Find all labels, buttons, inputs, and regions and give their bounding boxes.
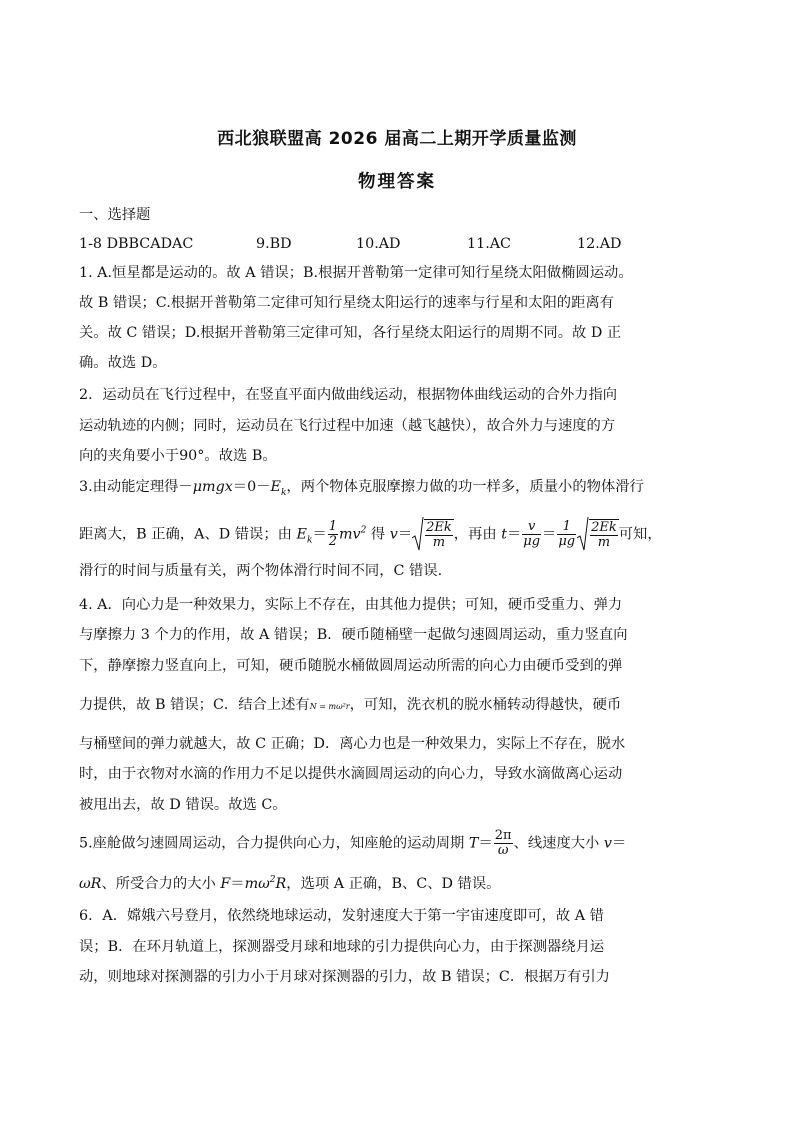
q2-line-3: 向的夹角要小于90°。故选 B。 xyxy=(79,448,277,464)
fraction-denominator: μg xyxy=(523,534,541,549)
fraction-2ek-m xyxy=(425,521,453,550)
q3-text: 距离大，B 正确，A、D 错误；由 xyxy=(79,526,297,543)
q3-formula: E xyxy=(296,526,307,543)
q3-text: ，两个物体克服摩擦力做的功一样多，质量小的物体滑行 xyxy=(286,479,644,495)
fraction-numerator: 2Ek xyxy=(591,520,617,535)
q5-line-2 xyxy=(79,870,500,894)
answer-12: 12.AD xyxy=(577,236,622,252)
q5-line-1 xyxy=(79,829,626,858)
q2-line-1: 2．运动员在飞行过程中，在竖直平面内做曲线运动，根据物体曲线运动的合外力指向 xyxy=(79,387,618,403)
page-subtitle: 物理答案 xyxy=(358,172,436,192)
q1-line-2: 故 B 错误；C.根据开普勒第二定律可知行星绕太阳运行的速率与行星和太阳的距离有 xyxy=(79,295,614,311)
page-title: 西北狼联盟高 2026 届高二上期开学质量监测 xyxy=(217,129,577,149)
q5-formula: mω xyxy=(244,875,270,892)
answer-11: 11.AC xyxy=(467,236,512,252)
q1-line-4: 确。故选 D。 xyxy=(79,355,167,371)
q4-line-4 xyxy=(79,695,621,717)
q4-text: ，可知，洗衣机的脱水桶转动得越快，硬币 xyxy=(349,697,622,713)
fraction-v-mug xyxy=(522,520,541,549)
square-root-2 xyxy=(577,519,619,550)
q3-line-3: 滑行的时间与质量有关，两个物体滑行时间不同，C 错误. xyxy=(79,563,443,579)
q4-line-6: 时，由于衣物对水滴的作用力不足以提供水滴圆周运动的向心力，导致水滴做离心运动 xyxy=(79,766,623,782)
q5-formula: T xyxy=(468,835,479,852)
q3-formula: mv xyxy=(338,526,361,543)
radical-sign-icon xyxy=(412,516,424,552)
fraction-numerator: 1 xyxy=(328,519,337,534)
q5-text: 、线速度大小 xyxy=(513,835,604,852)
radical-sign-icon xyxy=(577,516,589,552)
q5-text: ＝ xyxy=(230,875,245,892)
q3-text: ＝ xyxy=(397,526,413,543)
q3-subscript: k xyxy=(306,535,313,546)
q5-text: ＝ xyxy=(611,835,627,852)
fraction-denominator: 2 xyxy=(328,534,337,549)
q3-text: ＝0－ xyxy=(232,479,271,495)
q3-formula: E xyxy=(270,479,281,495)
q3-text: 3.由动能定理得－ xyxy=(79,479,193,495)
q4-line-5: 与桶壁间的弹力就越大，故 C 正确；D．离心力也是一种效果力，实际上不存在，脱水 xyxy=(79,736,626,752)
q2-line-2: 运动轨迹的内侧；同时，运动员在飞行过程中加速（越飞越快），故合外力与速度的方 xyxy=(79,418,616,434)
q5-formula: ωR xyxy=(79,875,102,892)
fraction-numerator: 2π xyxy=(494,828,512,843)
q4-formula: N = mω²r xyxy=(309,702,350,711)
q3-text: ，再由 xyxy=(453,526,502,543)
q5-formula: v xyxy=(603,835,612,852)
q5-formula: R xyxy=(275,875,287,892)
q6-line-3: 动，则地球对探测器的引力小于月球对探测器的引力，故 B 错误；C．根据万有引力 xyxy=(79,969,610,985)
answer-10: 10.AD xyxy=(356,236,401,252)
q4-line-7: 被甩出去，故 D 错误。故选 C。 xyxy=(79,797,287,813)
fraction-denominator: m xyxy=(597,535,611,550)
square-root-1 xyxy=(412,519,454,550)
q3-line-2 xyxy=(79,519,662,550)
q3-text: ＝ xyxy=(312,526,327,543)
q3-superscript: 2 xyxy=(360,525,367,536)
q4-line-3: 下，静摩擦力竖直向上，可知，硬币随脱水桶做圆周运动所需的向心力由硬币受到的弹 xyxy=(79,658,623,674)
q3-formula: μmgx xyxy=(192,479,233,495)
answer-9: 9.BD xyxy=(256,236,292,252)
q1-line-1: 1. A.恒星都是运动的。故 A 错误；B.根据开普勒第一定律可知行星绕太阳做椭圆运动。 xyxy=(79,265,633,281)
q3-text: 得 xyxy=(366,526,390,543)
fraction-denominator: ω xyxy=(497,843,509,858)
fraction-numerator: v xyxy=(522,520,541,535)
q5-text: 5.座舱做匀速圆周运动，合力提供向心力，知座舱的运动周期 xyxy=(79,835,469,852)
q3-formula: t xyxy=(501,526,507,543)
q5-formula: F xyxy=(220,875,231,892)
q5-text: ＝ xyxy=(478,835,493,852)
fraction-half xyxy=(328,520,338,549)
q3-text: 可知， xyxy=(618,526,662,543)
q4-text: 力提供，故 B 错误；C．结合上述有 xyxy=(79,697,310,713)
fraction-2ek-m xyxy=(590,521,618,550)
fraction-numerator: 1 xyxy=(557,520,576,535)
answer-1-8: 1-8 DBBCADAC xyxy=(79,236,194,252)
fraction-1-mug xyxy=(557,520,576,549)
q5-superscript: 2 xyxy=(269,875,276,885)
fraction-denominator: m xyxy=(432,535,446,550)
q5-text: 、所受合力的大小 xyxy=(101,875,221,892)
q4-line-1: 4. A．向心力是一种效果力，实际上不存在，由其他力提供；可知，硬币受重力、弹力 xyxy=(79,597,623,613)
q3-formula: v xyxy=(389,526,398,543)
q3-text: ＝ xyxy=(506,526,522,543)
fraction-denominator: μg xyxy=(558,534,576,549)
q6-line-2: 误；B．在环月轨道上，探测器受月球和地球的引力提供向心力，由于探测器绕月运 xyxy=(79,939,605,955)
fraction-numerator: 2Ek xyxy=(426,520,452,535)
q5-text: ，选项 A 正确，B、C、D 错误。 xyxy=(286,875,501,892)
q6-line-1: 6．A．嫦娥六号登月，依然绕地球运动，发射速度大于第一宇宙速度即可，故 A 错 xyxy=(79,908,604,924)
q1-line-3: 关。故 C 错误；D.根据开普勒第三定律可知，各行星绕太阳运行的周期不同。故 D 正 xyxy=(79,325,622,341)
q3-text: ＝ xyxy=(542,526,557,543)
q3-subscript: k xyxy=(280,487,287,498)
q3-line-1 xyxy=(79,477,644,503)
section-heading: 一、选择题 xyxy=(79,207,151,223)
q4-line-2: 与摩擦力 3 个力的作用，故 A 错误；B．硬币随桶壁一起做匀速圆周运动，重力竖直向 xyxy=(79,627,628,643)
fraction-2pi-omega xyxy=(494,829,513,858)
